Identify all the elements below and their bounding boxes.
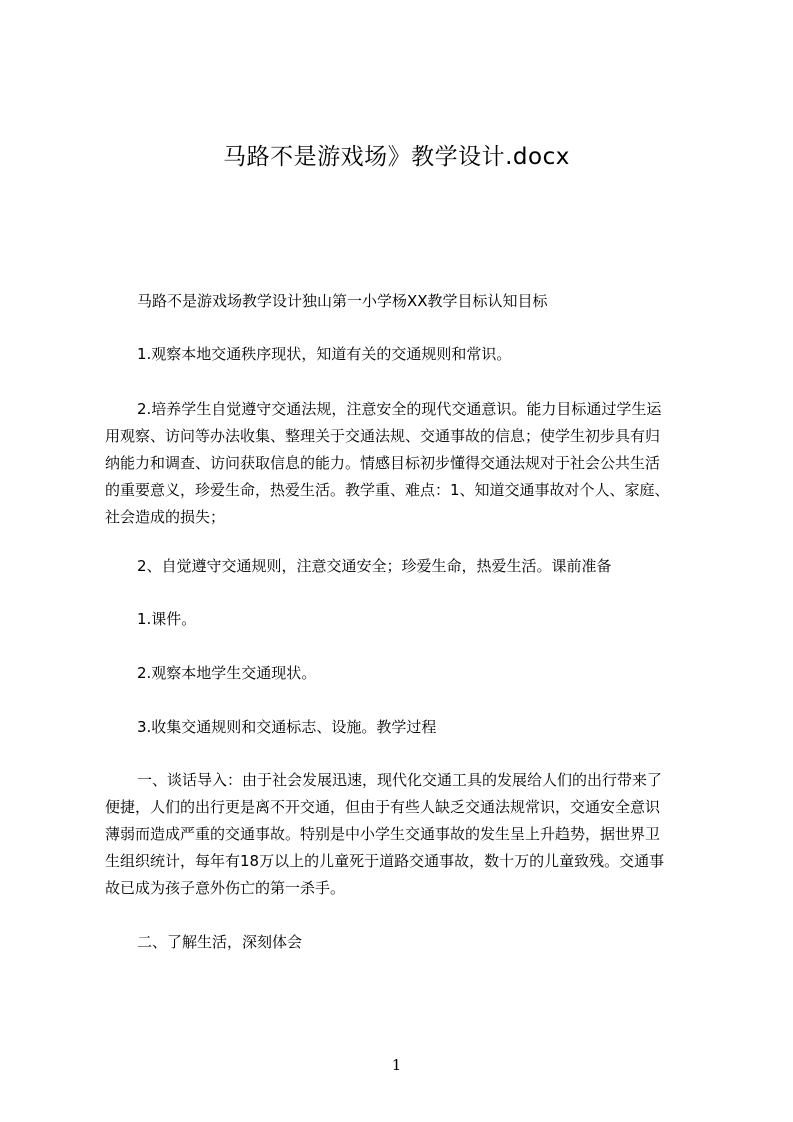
paragraph-line: 马路不是游戏场教学设计独山第一小学杨XX教学目标认知目标 [137, 292, 548, 310]
paragraph-prep-2 [105, 660, 697, 687]
paragraph-line: 2.培养学生自觉遵守交通法规，注意安全的现代交通意识。能力目标通过学生运 [137, 400, 662, 418]
paragraph-line: 用观察、访问等办法收集、整理关于交通法规、交通事故的信息；使学生初步具有归 [105, 427, 661, 445]
paragraph-line: 便捷，人们的出行更是离不开交通，但由于有些人缺乏交通法规常识，交通安全意识 [105, 798, 661, 816]
paragraph-key-points-2 [105, 553, 697, 580]
paragraph-line: 二、了解生活，深刻体会 [137, 933, 303, 951]
paragraph-line: 故已成为孩子意外伤亡的第一杀手。 [105, 879, 346, 897]
paragraph-line: 3.收集交通规则和交通标志、设施。教学过程 [137, 718, 437, 736]
paragraph-line: 1.观察本地交通秩序现状，知道有关的交通规则和常识。 [137, 345, 512, 363]
paragraph-line: 纳能力和调查、访问获取信息的能力。情感目标初步懂得交通法规对于社会公共生活 [105, 454, 661, 472]
paragraph-prep-1 [105, 606, 697, 633]
paragraph-line: 一、谈话导入：由于社会发展迅速，现代化交通工具的发展给人们的出行带来了 [137, 771, 663, 789]
paragraph-line: 社会造成的损失； [105, 508, 226, 526]
paragraph-line: 的重要意义，珍爱生命，热爱生活。教学重、难点：1、知道交通事故对个人、家庭、 [105, 481, 670, 499]
paragraph-goal-2 [105, 396, 697, 531]
paragraph-section-2 [105, 929, 697, 956]
paragraph-introduction [105, 767, 697, 902]
paragraph-prep-3 [105, 714, 697, 741]
paragraph-line: 1.课件。 [137, 610, 197, 628]
paragraph-line: 生组织统计，每年有18万以上的儿童死于道路交通事故，数十万的儿童致残。交通事 [105, 852, 665, 870]
paragraph-goal-1 [105, 341, 697, 368]
paragraph-line: 2.观察本地学生交通现状。 [137, 664, 317, 682]
paragraph-objectives [105, 288, 697, 315]
paragraph-line: 薄弱而造成严重的交通事故。特别是中小学生交通事故的发生呈上升趋势，据世界卫 [105, 825, 661, 843]
page-number: 1 [391, 1056, 402, 1074]
document-title: 马路不是游戏场》教学设计.docx [223, 144, 570, 170]
paragraph-line: 2、自觉遵守交通规则，注意交通安全；珍爱生命，热爱生活。课前准备 [137, 557, 612, 575]
